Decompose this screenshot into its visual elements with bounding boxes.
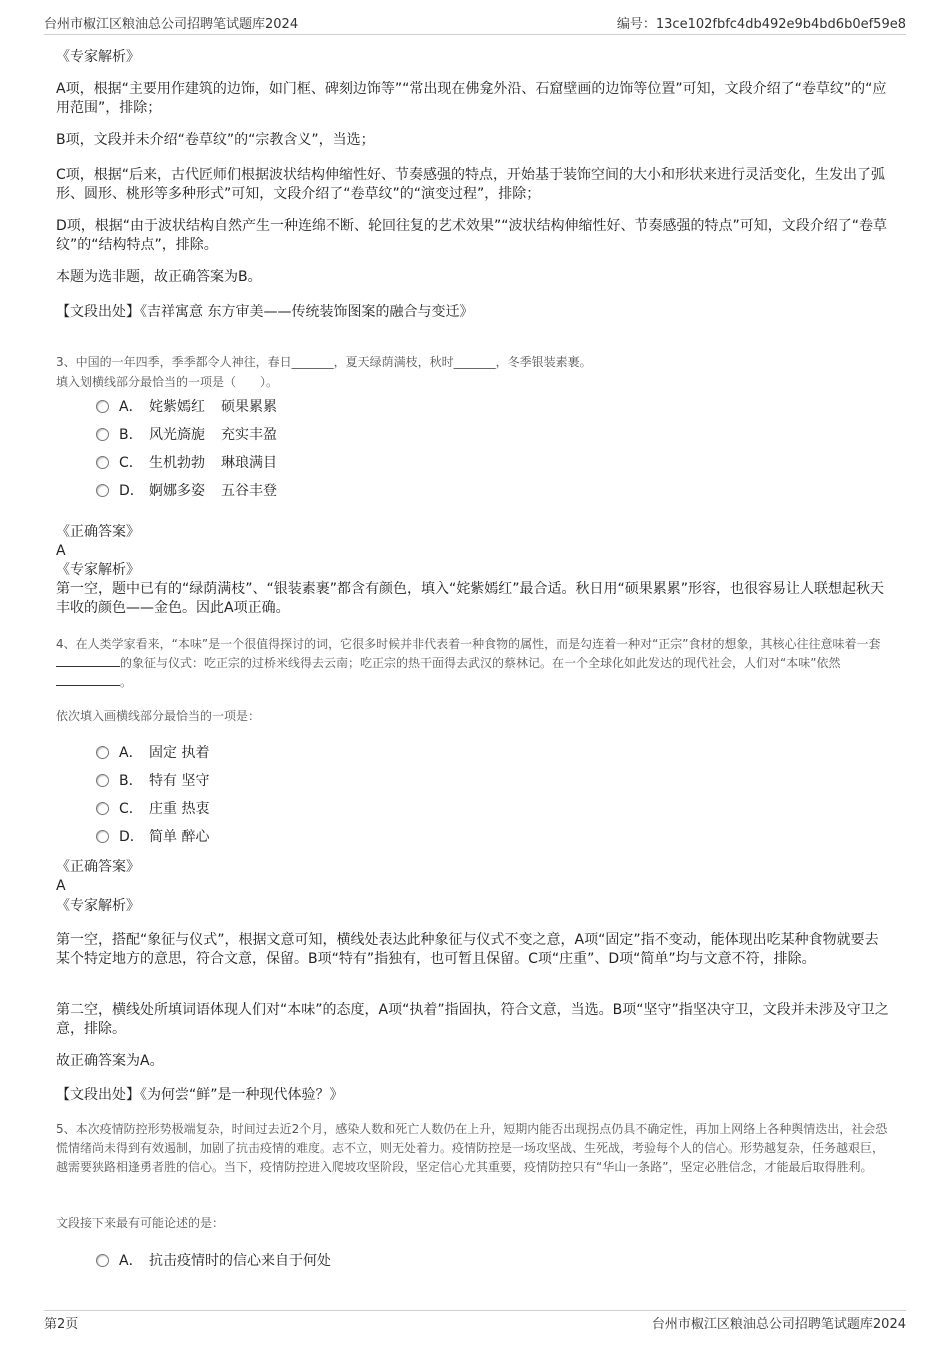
q4-answer: A bbox=[56, 878, 66, 894]
q3-option-c[interactable]: C． 生机勃勃 琳琅满目 bbox=[96, 448, 277, 476]
q3-answer-label: 《正确答案》 bbox=[56, 524, 140, 540]
q3-option-d[interactable]: D． 婀娜多姿 五谷丰登 bbox=[96, 476, 277, 504]
radio-icon[interactable] bbox=[96, 802, 109, 815]
q4-answer-label: 《正确答案》 bbox=[56, 859, 140, 875]
fill-blank-2 bbox=[56, 673, 120, 686]
q2-analysis-d: D项，根据“由于波状结构自然产生一种连绵不断、轮回往复的艺术效果”“波状结构伸缩性好、节奏感强的特点”可知，文段介绍了“卷草纹”的“结构特点”，排除。 bbox=[56, 218, 888, 253]
radio-icon[interactable] bbox=[96, 484, 109, 497]
q5-stem: 5、本次疫情防控形势极端复杂，时间过去近2个月，感染人数和死亡人数仍在上升，短期内能否出现拐点仍具不确定性，再加上网络上各种舆情迭出，社会恐慌情绪尚未得到有效遏制，加剧了抗击疫情的难度。志不立，则无处着力。疫情防控是一场攻坚战、生死战，考验每个人的信心。形势越复杂，任务越艰巨，越需要狭路相逢勇者胜的信心。当下，疫情防控进入爬坡攻坚阶段，坚定信心尤其重要，疫情防控只有“华山一条路”，坚定必胜信念，才能最后取得胜利。 bbox=[56, 1122, 888, 1174]
q4-analysis-1: 第一空，搭配“象征与仪式”，根据文意可知，横线处表达此种象征与仪式不变之意，A项“固定”指不变动，能体现出吃某种食物就要去某个特定地方的意思，符合文意，保留。B项“特有”指独有，也可暂且保留。C项“庄重”、D项“简单”均与文意不符，排除。 bbox=[56, 932, 879, 967]
page-footer bbox=[44, 1310, 906, 1333]
q2-conclusion: 本题为选非题，故正确答案为B。 bbox=[56, 269, 262, 285]
header-title: 台州市椒江区粮油总公司招聘笔试题库2024 bbox=[44, 16, 299, 32]
radio-icon[interactable] bbox=[96, 830, 109, 843]
fill-blank-1 bbox=[56, 654, 120, 667]
radio-icon[interactable] bbox=[96, 746, 109, 759]
q2-analysis-b: B项，文段并未介绍“卷草纹”的“宗教含义”，当选； bbox=[56, 132, 375, 148]
q2-expert-label: 《专家解析》 bbox=[56, 49, 140, 65]
radio-icon[interactable] bbox=[96, 456, 109, 469]
q4-options bbox=[96, 738, 209, 850]
document-id: 编号：13ce102fbfc4db492e9b4bd6b0ef59e8 bbox=[616, 16, 906, 32]
q4-instruction: 依次填入画横线部分最恰当的一项是： bbox=[56, 709, 261, 723]
q4-expert-label: 《专家解析》 bbox=[56, 898, 140, 914]
q5-options bbox=[96, 1246, 331, 1274]
q3-option-a[interactable]: A． 姹紫嫣红 硕果累累 bbox=[96, 392, 277, 420]
q2-source: 【文段出处】《吉祥寓意 东方审美——传统装饰图案的融合与变迁》 bbox=[56, 304, 474, 320]
q4-source: 【文段出处】《为何尝“鲜”是一种现代体验？》 bbox=[56, 1087, 344, 1103]
footer-title: 台州市椒江区粮油总公司招聘笔试题库2024 bbox=[651, 1316, 906, 1332]
q4-conclusion: 故正确答案为A。 bbox=[56, 1053, 164, 1069]
q5-option-a[interactable]: A． 抗击疫情时的信心来自于何处 bbox=[96, 1246, 331, 1274]
page-number: 第2页 bbox=[44, 1316, 79, 1332]
page-header bbox=[44, 10, 906, 35]
radio-icon[interactable] bbox=[96, 774, 109, 787]
q3-instruction: 填入划横线部分最恰当的一项是（ ）。 bbox=[56, 375, 279, 389]
radio-icon[interactable] bbox=[96, 1254, 109, 1267]
radio-icon[interactable] bbox=[96, 428, 109, 441]
q4-option-a[interactable]: A． 固定 执着 bbox=[96, 738, 209, 766]
q4-option-c[interactable]: C． 庄重 热衷 bbox=[96, 794, 209, 822]
radio-icon[interactable] bbox=[96, 400, 109, 413]
q4-option-b[interactable]: B． 特有 坚守 bbox=[96, 766, 209, 794]
q3-options bbox=[96, 392, 277, 504]
q3-analysis: 第一空，题中已有的“绿荫满枝”、“银装素裹”都含有颜色，填入“姹紫嫣红”最合适。秋日用“硕果累累”形容，也很容易让人联想起秋天丰收的颜色——金色。因此A项正确。 bbox=[56, 581, 885, 616]
q3-option-b[interactable]: B． 风光旖旎 充实丰盈 bbox=[96, 420, 277, 448]
q3-stem: 3、中国的一年四季，季季都令人神往，春日_______，夏天绿荫满枝，秋时_______，冬季银装素裹。 bbox=[56, 355, 592, 369]
q5-instruction: 文段接下来最有可能论述的是： bbox=[56, 1216, 225, 1230]
q2-analysis-c: C项，根据“后来，古代匠师们根据波状结构伸缩性好、节奏感强的特点，开始基于装饰空间的大小和形状来进行灵活变化，生发出了弧形、圆形、桃形等多种形式”可知，文段介绍了“卷草纹”的“演变过程”，排除； bbox=[56, 167, 886, 202]
q2-analysis-a: A项，根据“主要用作建筑的边饰，如门框、碑刻边饰等”“常出现在佛龛外沿、石窟壁画的边饰等位置”可知，文段介绍了“卷草纹”的“应用范围”，排除； bbox=[56, 81, 887, 116]
q3-expert-label: 《专家解析》 bbox=[56, 562, 140, 578]
q4-stem: 4、在人类学家看来，“本味”是一个很值得探讨的词，它很多时候并非代表着一种食物的属性，而是勾连着一种对“正宗”食材的想象，其核心往往意味着一套的象征与仪式：吃正宗的过桥米线得去云南；吃正宗的热干面得去武汉的蔡林记。在一个全球化如此发达的现代社会，人们对“本味”依然。 bbox=[56, 637, 881, 689]
q4-option-d[interactable]: D． 简单 醉心 bbox=[96, 822, 209, 850]
q3-answer: A bbox=[56, 543, 66, 559]
q4-analysis-2: 第二空，横线处所填词语体现人们对“本味”的态度，A项“执着”指固执，符合文意，当选。B项“坚守”指坚决守卫，文段并未涉及守卫之意，排除。 bbox=[56, 1002, 889, 1037]
